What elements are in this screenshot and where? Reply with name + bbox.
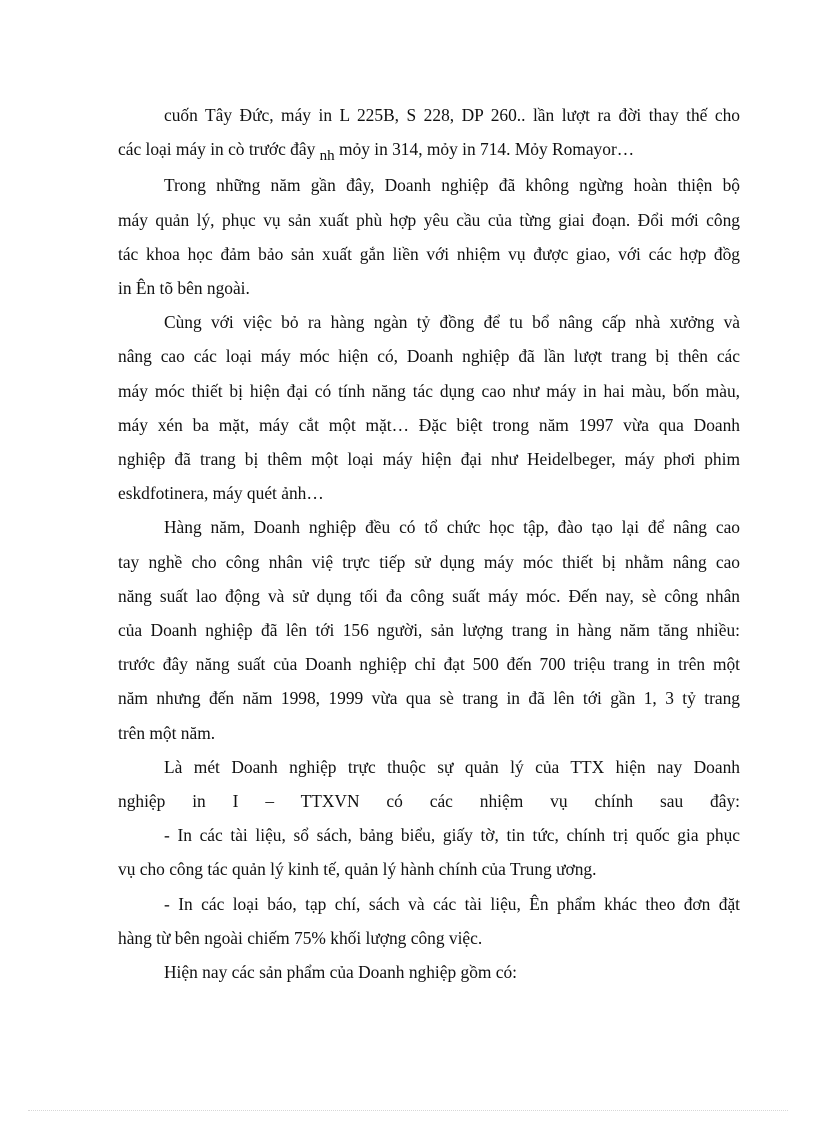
text-line: in Ên tõ bên ngoài. xyxy=(118,278,250,299)
text-line: - In các loại báo, tạp chí, sách và các tài liệu, Ên phẩm khác theo đơn đặt xyxy=(164,893,740,914)
text-line: Trong những năm gần đây, Doanh nghiệp đã không ngừng hoàn thiện bộ xyxy=(164,175,740,196)
text-line: máy quản lý, phục vụ sản xuất phù hợp yêu cầu của từng giai đoạn. Đổi mới công xyxy=(118,209,740,230)
document-body xyxy=(118,98,740,989)
text-line: Hiện nay các sản phẩm của Doanh nghiệp gồm có: xyxy=(164,962,518,983)
subscript-text: nh xyxy=(319,148,335,165)
text-line: vụ cho công tác quản lý kinh tế, quản lý hành chính của Trung ương. xyxy=(118,859,597,880)
text-line: hàng từ bên ngoài chiếm 75% khối lượng công việc. xyxy=(118,927,483,948)
text-line: trước đây năng suất của Doanh nghiệp chỉ đạt 500 đến 700 triệu trang in trên một xyxy=(118,654,740,675)
text-line: năm nhưng đến năm 1998, 1999 vừa qua sè trang in đã lên tới gần 1, 3 tỷ trang xyxy=(118,688,740,709)
text-line: máy móc thiết bị hiện đại có tính năng tác dụng cao như máy in hai màu, bốn màu, xyxy=(118,380,740,401)
text-line: tay nghề cho công nhân việ trực tiếp sử dụng máy móc thiết bị nhằm nâng cao xyxy=(118,551,740,572)
text-line: Cùng với việc bỏ ra hàng ngàn tỷ đồng để tu bổ nâng cấp nhà xưởng và xyxy=(164,312,740,333)
text-line: tác khoa học đảm bảo sản xuất gắn liền với nhiệm vụ được giao, với các hợp đồg xyxy=(118,243,740,264)
text-line: Hàng năm, Doanh nghiệp đều có tổ chức học tập, đào tạo lại để nâng cao xyxy=(164,517,740,538)
text-line: Là mét Doanh nghiệp trực thuộc sự quản lý của TTX hiện nay Doanh xyxy=(164,756,740,777)
text-line: nghiệp in I – TTXVN có các nhiệm vụ chính sau đây: xyxy=(118,791,740,812)
text-line: - In các tài liệu, sổ sách, bảng biểu, giấy tờ, tin tức, chính trị quốc gia phục xyxy=(164,825,740,846)
text-line: của Doanh nghiệp đã lên tới 156 người, sản lượng trang in hàng năm tăng nhiều: xyxy=(118,620,740,641)
text-segment: các loại máy in cò trước đây xyxy=(118,139,320,160)
text-line: nâng cao các loại máy móc hiện có, Doanh nghiệp đã lần lượt trang bị thên các xyxy=(118,346,740,367)
text-line: eskdfotinera, máy quét ảnh… xyxy=(118,483,324,504)
text-line xyxy=(118,132,740,168)
text-line: trên một năm. xyxy=(118,722,216,743)
text-segment: mỏy in 314, mỏy in 714. Mỏy Romayor… xyxy=(334,139,635,160)
text-line: năng suất lao động và sử dụng tối đa công suất máy móc. Đến nay, sè công nhân xyxy=(118,585,740,606)
text-line: nghiệp đã trang bị thêm một loại máy hiện đại như Heidelbeger, máy phơi phim xyxy=(118,449,740,470)
text-line: máy xén ba mặt, máy cắt một mặt… Đặc biệt trong năm 1997 vừa qua Doanh xyxy=(118,414,740,435)
text-line: cuốn Tây Đức, máy in L 225B, S 228, DP 260.. lần lượt ra đời thay thế cho xyxy=(164,105,740,125)
page-bottom-rule xyxy=(28,1110,788,1111)
